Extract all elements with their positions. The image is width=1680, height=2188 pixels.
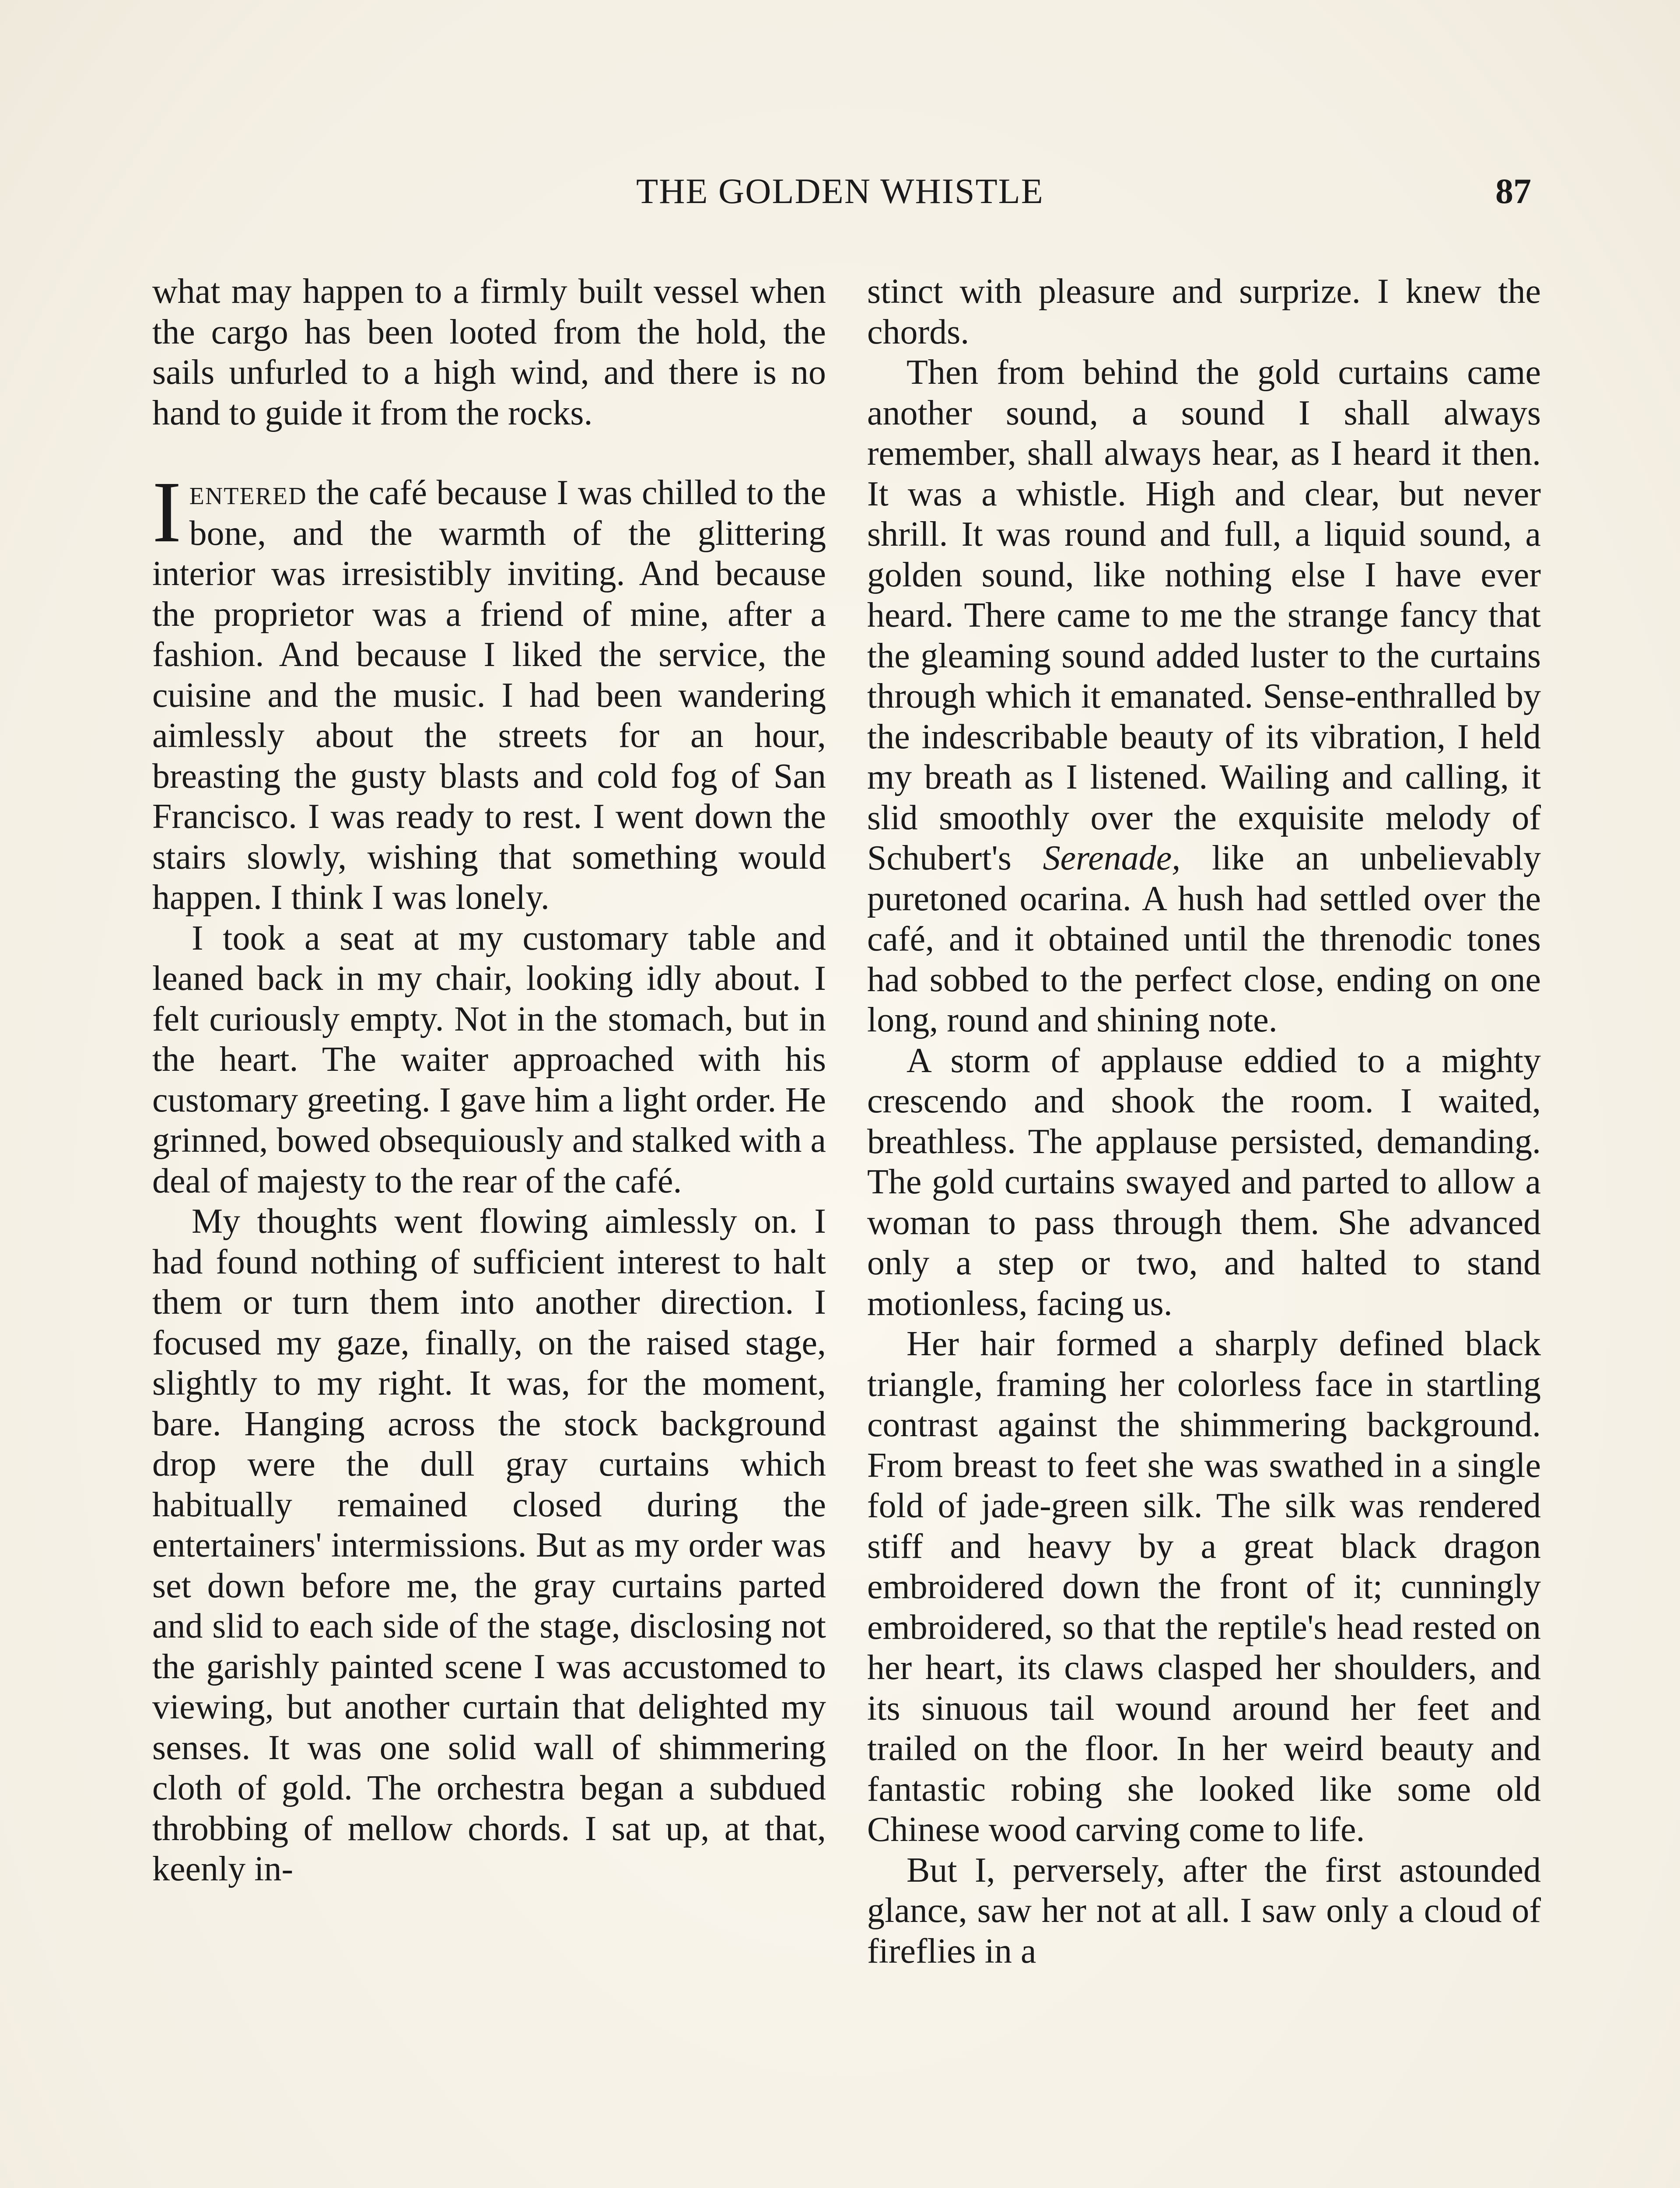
paragraph bbox=[867, 352, 1541, 1041]
running-head bbox=[149, 166, 1531, 214]
paragraph: A storm of applause eddied to a mighty crescendo and shook the room. I waited, breathless. The applause persisted, demanding. The gold curtains swayed and parted to allow a woman to pass through them. She advanced only a step or two, and halted to stand motionless, facing us. bbox=[867, 1041, 1541, 1323]
paragraph: what may happen to a firmly built vessel when the cargo has been looted from the hold, the sails unfurled to a high wind, and there is no hand to guide it from the rocks. bbox=[152, 272, 826, 432]
paragraph: I took a seat at my customary table and leaned back in my chair, looking idly about. I felt curiously empty. Not in the stomach, but in the heart. The waiter approached with his customary greeting. I gave him a light order. He grinned, bowed obsequiously and stalked with a deal of majesty to the rear of the café. bbox=[152, 919, 826, 1200]
paragraph: My thoughts went flowing aimlessly on. I had found nothing of sufficient interest to halt them or turn them into another direction. I focused my gaze, finally, on the raised stage, slightly to my right. It was, for the moment, bare. Hanging across the stock background drop were the dull gray curtains which habitually remained closed during the entertainers' intermissions. But as my order was set down before me, the gray curtains parted and slid to each side of the stage, disclosing not the garishly painted scene I was accustomed to viewing, but another curtain that delighted my senses. It was one solid wall of shimmering cloth of gold. The orchestra began a subdued throbbing of mellow chords. I sat up, at that, keenly in- bbox=[152, 1202, 826, 1888]
page-number: 87 bbox=[1495, 171, 1531, 211]
paragraph: But I, perversely, after the first astounded glance, saw her not at all. I saw only a cloud of fireflies in a bbox=[867, 1851, 1541, 1971]
left-column bbox=[152, 271, 826, 1890]
italic-title: Serenade, bbox=[1043, 839, 1181, 877]
drop-cap: I bbox=[152, 464, 182, 561]
right-column bbox=[867, 271, 1541, 1971]
section-opening-paragraph bbox=[152, 464, 826, 918]
paragraph: Her hair formed a sharply defined black triangle, framing her colorless face in startling contrast against the shimmering background. From breast to feet she was swathed in a single fold of jade-green silk. The silk was rendered stiff and heavy by a great black dragon embroidered down the front of it; cunningly embroidered, so that the reptile's head rested on her heart, its claws clasped her shoulders, and its sinuous tail wound around her feet and trailed on the floor. In her weird beauty and fantastic robing she looked like some old Chinese wood carving come to life. bbox=[867, 1325, 1541, 1849]
paragraph-text: like an unbelievably puretoned ocarina. A hush had settled over the café, and it obtained until the threnodic tones had sobbed to the perfect close, ending on one long, round and shining note. bbox=[867, 839, 1541, 1039]
page-title: THE GOLDEN WHISTLE bbox=[636, 171, 1044, 211]
paragraph: stinct with pleasure and surprize. I knew the chords. bbox=[867, 272, 1541, 351]
paragraph-text: Then from behind the gold curtains came another sound, a sound I shall always remember, shall always hear, as I heard it then. It was a whistle. High and clear, but never shrill. It was round and full, a liquid sound, a golden sound, like nothing else I have ever heard. There came to me the strange fancy that the gleaming sound added luster to the curtains through which it emanated. Sense-enthralled by the indescribable beauty of its vibration, I held my breath as I listened. Wailing and calling, it slid smoothly over the exquisite melody of Schubert's bbox=[867, 353, 1541, 877]
paragraph-text: the café because I was chilled to the bone, and the warmth of the glittering interior was irresistibly inviting. And because the proprietor was a friend of mine, after a fashion. And because I liked the service, the cuisine and the music. I had been wandering aimlessly about the streets for an hour, breasting the gusty blasts and cold fog of San Francisco. I was ready to rest. I went down the stairs slowly, wishing that something would happen. I think I was lonely. bbox=[152, 473, 826, 917]
small-caps-lead: entered bbox=[189, 473, 307, 512]
